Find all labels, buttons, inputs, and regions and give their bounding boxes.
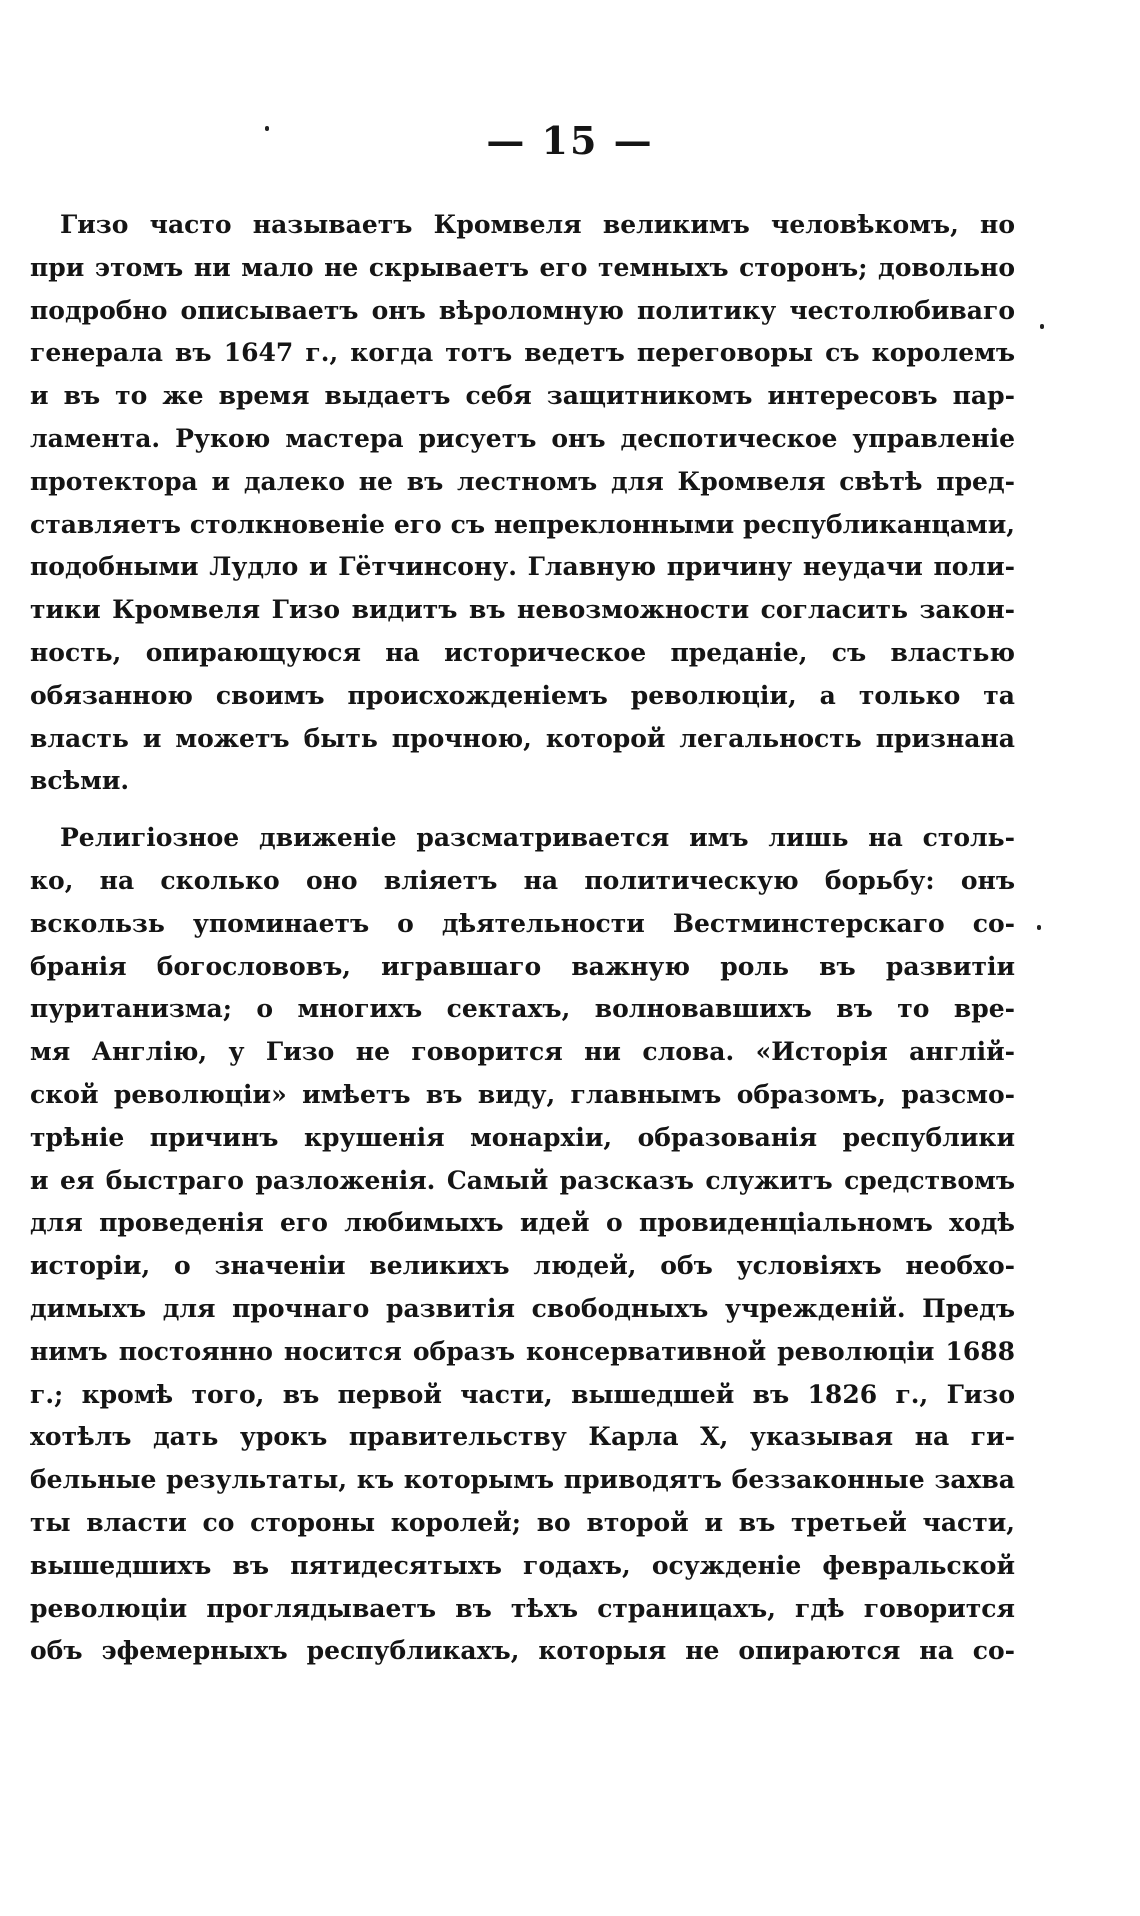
text-line: революціи проглядываетъ въ тѣхъ страницахъ, гдѣ говорится <box>30 1593 1015 1623</box>
text-line: Гизо часто называетъ Кромвеля великимъ человѣкомъ, но <box>60 210 1015 239</box>
text-line: ко, на сколько оно вліяетъ на политическую борьбу: онъ <box>30 865 1015 895</box>
text-line: подробно описываетъ онъ вѣроломную политику честолюбиваго <box>30 295 1015 325</box>
text-line: и ея быстраго разложенія. Самый разсказъ служитъ средствомъ <box>30 1165 1015 1195</box>
text-line: исторіи, о значеніи великихъ людей, объ условіяхъ необхо- <box>30 1251 1015 1281</box>
text-line: вскользь упоминаетъ о дѣятельности Вестминстерскаго со- <box>30 908 1015 938</box>
text-line: Религіозное движеніе разсматривается имъ лишь на столь- <box>60 823 1015 853</box>
paragraph-gap <box>30 803 1015 817</box>
text-line: генерала въ 1647 г., когда тотъ ведетъ переговоры съ королемъ <box>30 338 1015 368</box>
text-line: г.; кромѣ того, въ первой части, вышедшей въ 1826 г., Гизо <box>30 1379 1015 1409</box>
text-line: димыхъ для прочнаго развитія свободныхъ учрежденій. Предъ <box>30 1293 1015 1323</box>
text-line: ность, опирающуюся на историческое преданіе, съ властью <box>30 637 1015 667</box>
text-line: ской революціи» имѣетъ въ виду, главнымъ образомъ, разсмо- <box>30 1079 1015 1109</box>
text-line: вышедшихъ въ пятидесятыхъ годахъ, осужденіе февральской <box>30 1550 1015 1580</box>
text-line: для проведенія его любимыхъ идей о провиденціальномъ ходѣ <box>30 1208 1015 1238</box>
text-line: хотѣлъ дать урокъ правительству Карла X, указывая на ги- <box>30 1422 1015 1452</box>
ink-speck <box>1037 925 1041 930</box>
text-line: тики Кромвеля Гизо видитъ въ невозможности согласить закон- <box>30 595 1015 625</box>
text-line: ты власти со стороны королей; во второй и въ третьей части, <box>30 1507 1015 1537</box>
text-line: мя Англію, у Гизо не говорится ни слова. «Исторія англій- <box>30 1037 1015 1067</box>
text-line: бранія богослововъ, игравшаго важную роль въ развитіи <box>30 951 1015 981</box>
text-line: подобными Лудло и Гётчинсону. Главную причину неудачи поли- <box>30 552 1015 582</box>
text-line: пуританизма; о многихъ сектахъ, волновавшихъ въ то вре- <box>30 994 1015 1024</box>
text-line: ламента. Рукою мастера рисуетъ онъ деспотическое управленіе <box>30 423 1015 453</box>
text-line: обязанною своимъ происхожденіемъ революціи, а только та <box>30 680 1015 710</box>
text-line: власть и можетъ быть прочною, которой легальность признана <box>30 723 1015 753</box>
paragraph-1 <box>30 204 1015 803</box>
page-number: — 15 — <box>486 118 654 163</box>
text-line: трѣніе причинъ крушенія монархіи, образованія республики <box>30 1122 1015 1152</box>
paragraph-2 <box>30 817 1015 1673</box>
text-line: протектора и далеко не въ лестномъ для Кромвеля свѣтѣ пред- <box>30 466 1015 496</box>
text-line: ставляетъ столкновеніе его съ непреклонными республиканцами, <box>30 509 1015 539</box>
text-line: и въ то же время выдаетъ себя защитникомъ интересовъ пар- <box>30 381 1015 411</box>
text-line: объ эфемерныхъ республикахъ, которыя не опираются на со- <box>30 1636 1015 1666</box>
text-line: нимъ постоянно носится образъ консервативной революціи 1688 <box>30 1336 1015 1366</box>
text-line: всѣми. <box>30 766 130 796</box>
body-text <box>30 204 1015 1673</box>
text-line: при этомъ ни мало не скрываетъ его темныхъ сторонъ; довольно <box>30 252 1015 282</box>
text-line: бельные результаты, къ которымъ приводятъ беззаконные захва <box>30 1465 1015 1495</box>
ink-speck <box>1040 324 1044 329</box>
